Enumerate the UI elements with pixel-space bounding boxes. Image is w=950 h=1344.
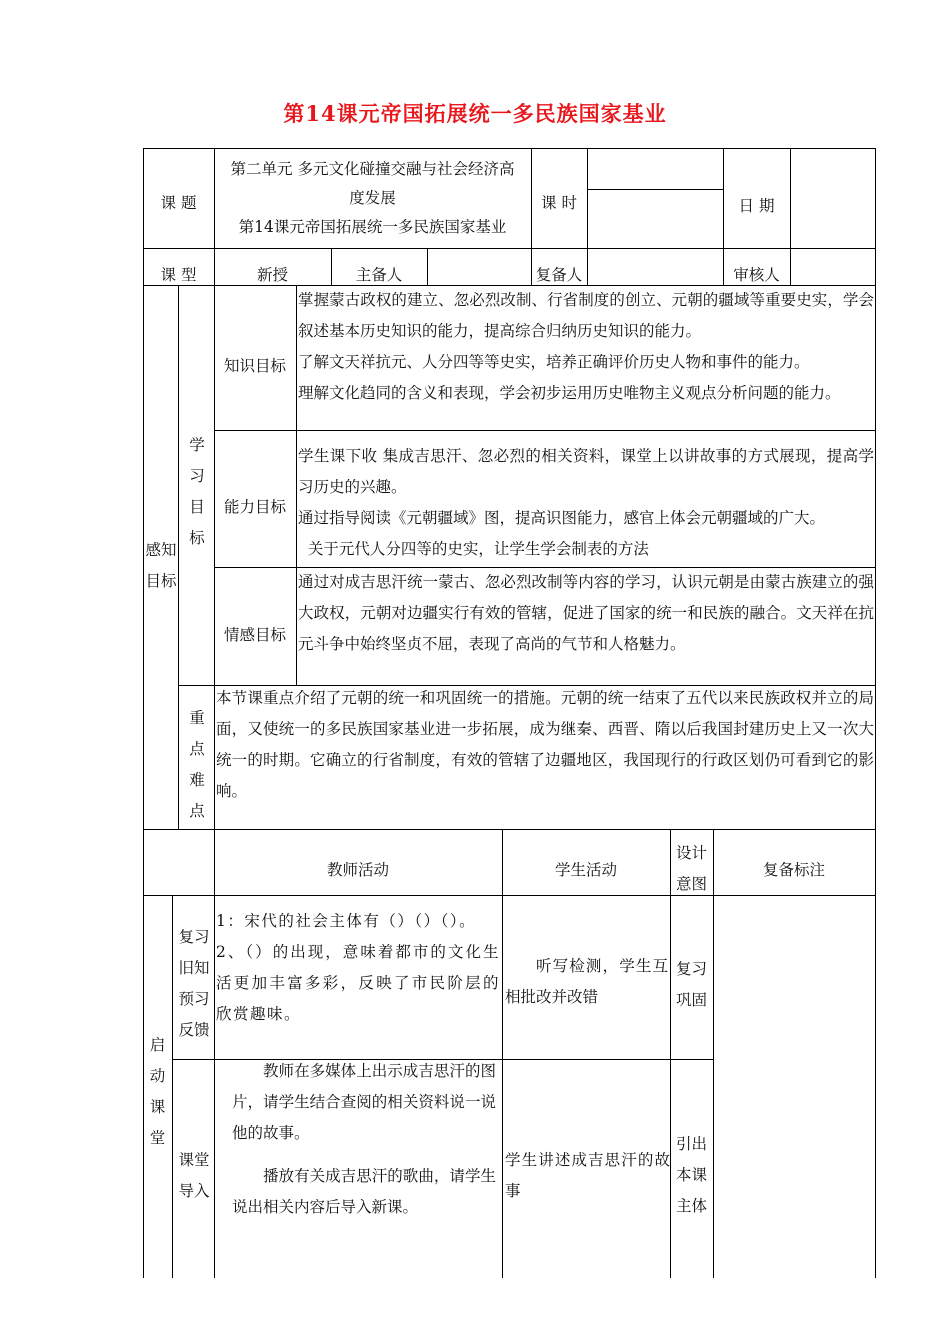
student-activity-header: 学生活动	[554, 861, 617, 879]
knowledge-goals-label: 知识目标	[223, 357, 286, 375]
topic-value	[214, 155, 531, 242]
label-char: 习	[189, 467, 205, 485]
table-divider	[214, 895, 215, 1278]
review-notes-header: 复备标注	[762, 861, 825, 879]
ability-goals-text	[298, 441, 874, 565]
table-divider	[296, 285, 297, 685]
lesson-type-label: 课 型	[160, 266, 197, 284]
topic-unit-line: 第二单元 多元文化碰撞交融与社会经济高	[230, 160, 515, 178]
label-char: 启	[149, 1036, 166, 1054]
class-intro-label	[174, 1145, 214, 1207]
goal-paragraph: 通过对成吉思汗统一蒙古、忽必烈改制等内容的学习，认识元朝是由蒙古族建立的强大政权，元朝对边疆实行有效的管辖，促进了国家的统一和民族的融合。文天祥在抗元斗争中始终坚贞不屈，表现了高尚的气节和人格魅力。	[298, 573, 874, 653]
intent-line: 本课	[675, 1166, 707, 1184]
table-divider	[713, 829, 714, 1278]
label-char: 目	[189, 498, 205, 516]
topic-lesson-line: 第14课元帝国拓展统一多民族国家基业	[238, 218, 507, 236]
header-line: 意图	[675, 875, 707, 893]
label-line: 旧知	[178, 959, 210, 977]
review-preview-label	[174, 922, 214, 1046]
table-divider	[587, 148, 588, 285]
intro-teacher-activity	[232, 1056, 496, 1223]
intro-student-activity	[505, 1145, 670, 1207]
intent-line: 复习	[675, 960, 707, 978]
table-divider	[143, 248, 876, 249]
label-char: 学	[189, 436, 205, 454]
label-line: 课堂	[178, 1151, 210, 1169]
date-label: 日 期	[738, 197, 775, 215]
label-line: 目标	[145, 572, 177, 590]
table-divider	[143, 895, 876, 896]
class-hours-label: 课 时	[541, 194, 577, 212]
co-preparer-label: 复备人	[535, 266, 583, 284]
table-divider	[502, 829, 503, 1278]
emotion-goals-text	[298, 567, 874, 660]
intro-design-intent	[670, 1129, 713, 1222]
table-border-right	[875, 148, 876, 1278]
review-design-intent	[670, 954, 713, 1016]
key-difficult-points-text	[216, 683, 874, 807]
key-paragraph: 本节课重点介绍了元朝的统一和巩固统一的措施。元朝的统一结束了五代以来民族政权并立的局面，又使统一的多民族国家基业进一步拓展，成为继秦、西晋、隋以后我国封建历史上又一次大统一的时期。它确立的行省制度，有效的管辖了边疆地区，我国现行的行政区划仍可看到它的影响。	[216, 689, 874, 800]
start-class-label	[143, 1030, 172, 1154]
review-student-activity	[505, 951, 668, 1013]
document-title: 第14课元帝国拓展统一多民族国家基业	[283, 101, 667, 126]
emotion-goals-label: 情感目标	[223, 626, 286, 644]
learning-goals-label	[181, 430, 213, 554]
label-char: 点	[189, 740, 205, 758]
goal-paragraph: 掌握蒙古政权的建立、忽必烈改制、行省制度的创立、元朝的疆域等重要史实，学会叙述基本历史知识的能力，提高综合归纳历史知识的能力。	[298, 291, 874, 340]
table-divider	[143, 829, 876, 830]
paragraph-gap	[232, 1149, 496, 1161]
table-divider	[214, 685, 215, 829]
intent-line: 主体	[675, 1197, 707, 1215]
activity-paragraph: 教师在多媒体上出示成吉思汗的图片，请学生结合查阅的相关资料说一说他的故事。	[232, 1062, 496, 1142]
table-divider	[587, 189, 723, 190]
topic-label: 课 题	[160, 194, 197, 212]
goal-paragraph: 理解文化趋同的含义和表现，学会初步运用历史唯物主义观点分析问题的能力。	[298, 384, 841, 402]
table-divider	[178, 285, 179, 829]
intent-line: 引出	[675, 1135, 707, 1153]
label-char: 课	[149, 1098, 166, 1116]
goal-paragraph: 通过指导阅读《元朝疆域》图，提高识图能力，感官上体会元朝疆域的广大。	[298, 509, 826, 527]
goal-paragraph: 了解文天祥抗元、人分四等等史实，培养正确评价历史人物和事件的能力。	[298, 353, 810, 371]
key-difficult-points-label	[181, 703, 213, 827]
activity-paragraph: 听写检测，学生互相批改并改错	[505, 957, 668, 1006]
table-divider	[790, 148, 791, 285]
label-line: 预习	[178, 990, 210, 1008]
label-char: 点	[189, 802, 205, 820]
label-char: 重	[189, 709, 205, 727]
label-line: 复习	[178, 928, 210, 946]
lesson-type-value: 新授	[256, 266, 288, 284]
table-divider	[427, 248, 428, 285]
label-char: 动	[149, 1067, 166, 1085]
table-border-top	[143, 148, 876, 149]
teacher-activity-header: 教师活动	[326, 861, 389, 879]
activity-paragraph: 播放有关成吉思汗的歌曲，请学生说出相关内容后导入新课。	[232, 1167, 496, 1216]
goal-paragraph: 学生课下收 集成吉思汗、忽必烈的相关资料，课堂上以讲故事的方式展现，提高学习历史的兴趣。	[298, 447, 874, 496]
label-line: 反馈	[178, 1021, 210, 1039]
label-line: 导入	[178, 1182, 210, 1200]
topic-unit-line: 度发展	[349, 189, 396, 207]
intent-line: 巩固	[675, 991, 707, 1009]
design-intent-header	[670, 838, 713, 900]
reviewer-label: 审核人	[733, 266, 780, 284]
main-preparer-label: 主备人	[355, 266, 403, 284]
label-char: 标	[189, 529, 205, 547]
table-divider	[172, 895, 173, 1278]
activity-paragraph: 学生讲述成吉思汗的故事	[505, 1151, 670, 1200]
activity-paragraph: 2、（）的出现，意味着都市的文化生活更加丰富多彩，反映了市民阶层的欣赏趣味。	[216, 943, 500, 1023]
label-line: 感知	[145, 541, 177, 559]
perception-goals-label	[144, 535, 178, 597]
goal-paragraph: 关于元代人分四等的史实，让学生学会制表的方法	[298, 540, 649, 558]
ability-goals-label: 能力目标	[223, 498, 286, 516]
header-line: 设计	[675, 844, 707, 862]
label-char: 难	[189, 771, 205, 789]
table-divider	[214, 430, 876, 431]
label-char: 堂	[149, 1129, 166, 1147]
activity-paragraph: 1：宋代的社会主体有（）（）（）。	[216, 912, 477, 930]
knowledge-goals-text	[298, 285, 874, 409]
review-teacher-activity	[216, 906, 500, 1030]
